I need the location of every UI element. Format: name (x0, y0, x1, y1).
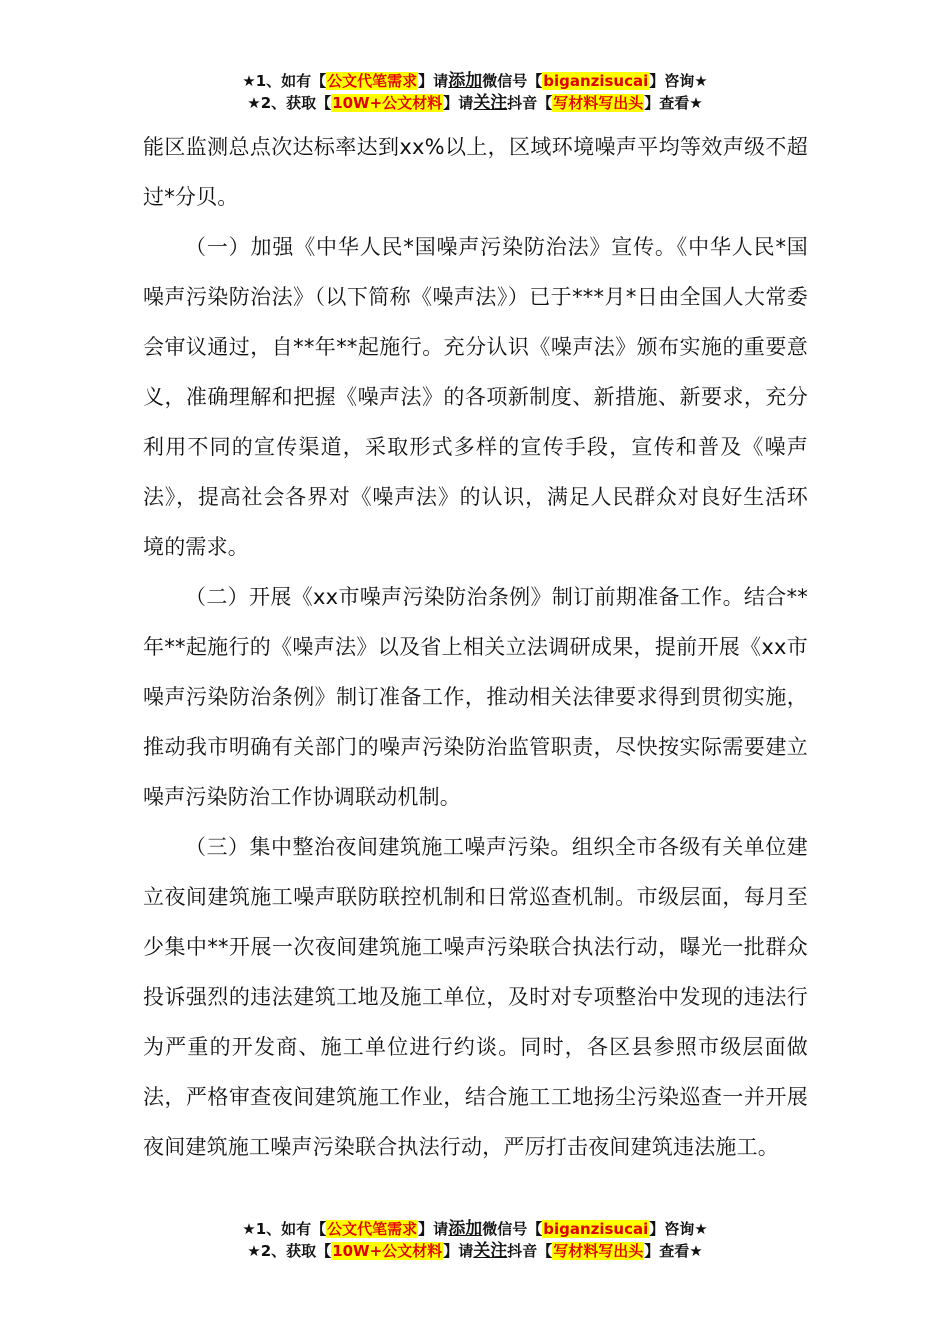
banner-line-1 (0, 70, 950, 92)
banner-text: 抖音【 (507, 1242, 553, 1260)
highlight-text: 公文代笔需求 (327, 72, 418, 90)
banner-text: 】咨询★ (649, 1220, 708, 1238)
banner-line-2 (0, 92, 950, 114)
underlined-text: 添加 (448, 71, 483, 91)
wechat-id-highlight: biganzisucai (543, 72, 649, 90)
paragraph-section-3: （三）集中整治夜间建筑施工噪声污染。组织全市各级有关单位建立夜间建筑施工噪声联防联控机制和日常巡查机制。市级层面，每月至少集中**开展一次夜间建筑施工噪声污染联合执法行动，曝光一批群众投诉强烈的违法建筑工地及施工单位，及时对专项整治中发现的违法行为严重的开发商、施工单位进行约谈。同时，各区县参照市级层面做法，严格审查夜间建筑施工作业，结合施工工地扬尘污染巡查一并开展夜间建筑施工噪声污染联合执法行动，严厉打击夜间建筑违法施工。 (143, 835, 808, 1159)
banner-text: ★2、获取【 (247, 94, 332, 112)
banner-text: ★1、如有【 (242, 72, 327, 90)
banner-text: 抖音【 (507, 94, 553, 112)
document-body (143, 122, 808, 1172)
banner-text: 微信号【 (482, 72, 543, 90)
wechat-id-highlight: biganzisucai (543, 1220, 649, 1238)
banner-text: 】请 (443, 1242, 474, 1260)
banner-text: 】请 (418, 1220, 449, 1238)
banner-text: ★1、如有【 (242, 1220, 327, 1238)
footer-banner (0, 1218, 950, 1262)
banner-line-2 (0, 1240, 950, 1262)
underlined-text: 关注 (473, 93, 508, 113)
banner-text: 】查看★ (644, 94, 703, 112)
banner-text: 】查看★ (644, 1242, 703, 1260)
paragraph-continuation: 能区监测总点次达标率达到xx%以上，区域环境噪声平均等效声级不超过*分贝。 (143, 135, 808, 209)
banner-text: 】请 (418, 72, 449, 90)
banner-text: 】咨询★ (649, 72, 708, 90)
underlined-text: 添加 (448, 1219, 483, 1239)
underlined-text: 关注 (473, 1241, 508, 1261)
paragraph-section-2: （二）开展《xx市噪声污染防治条例》制订前期准备工作。结合**年**起施行的《噪声法》以及省上相关立法调研成果，提前开展《xx市噪声污染防治条例》制订准备工作，推动相关法律要求得到贯彻实施，推动我市明确有关部门的噪声污染防治监管职责，尽快按实际需要建立噪声污染防治工作协调联动机制。 (143, 585, 808, 809)
highlight-text: 10W+公文材料 (332, 1242, 443, 1260)
highlight-text: 公文代笔需求 (327, 1220, 418, 1238)
douyin-highlight: 写材料写出头 (553, 1242, 644, 1260)
banner-text: ★2、获取【 (247, 1242, 332, 1260)
banner-text: 微信号【 (482, 1220, 543, 1238)
banner-text: 】请 (443, 94, 474, 112)
douyin-highlight: 写材料写出头 (553, 94, 644, 112)
header-banner (0, 70, 950, 114)
banner-line-1 (0, 1218, 950, 1240)
paragraph-section-1: （一）加强《中华人民*国噪声污染防治法》宣传。《中华人民*国噪声污染防治法》（以下简称《噪声法》）已于***月*日由全国人大常委会审议通过，自**年**起施行。充分认识《噪声法》颁布实施的重要意义，准确理解和把握《噪声法》的各项新制度、新措施、新要求，充分利用不同的宣传渠道，采取形式多样的宣传手段，宣传和普及《噪声法》，提高社会各界对《噪声法》的认识，满足人民群众对良好生活环境的需求。 (143, 235, 808, 559)
highlight-text: 10W+公文材料 (332, 94, 443, 112)
